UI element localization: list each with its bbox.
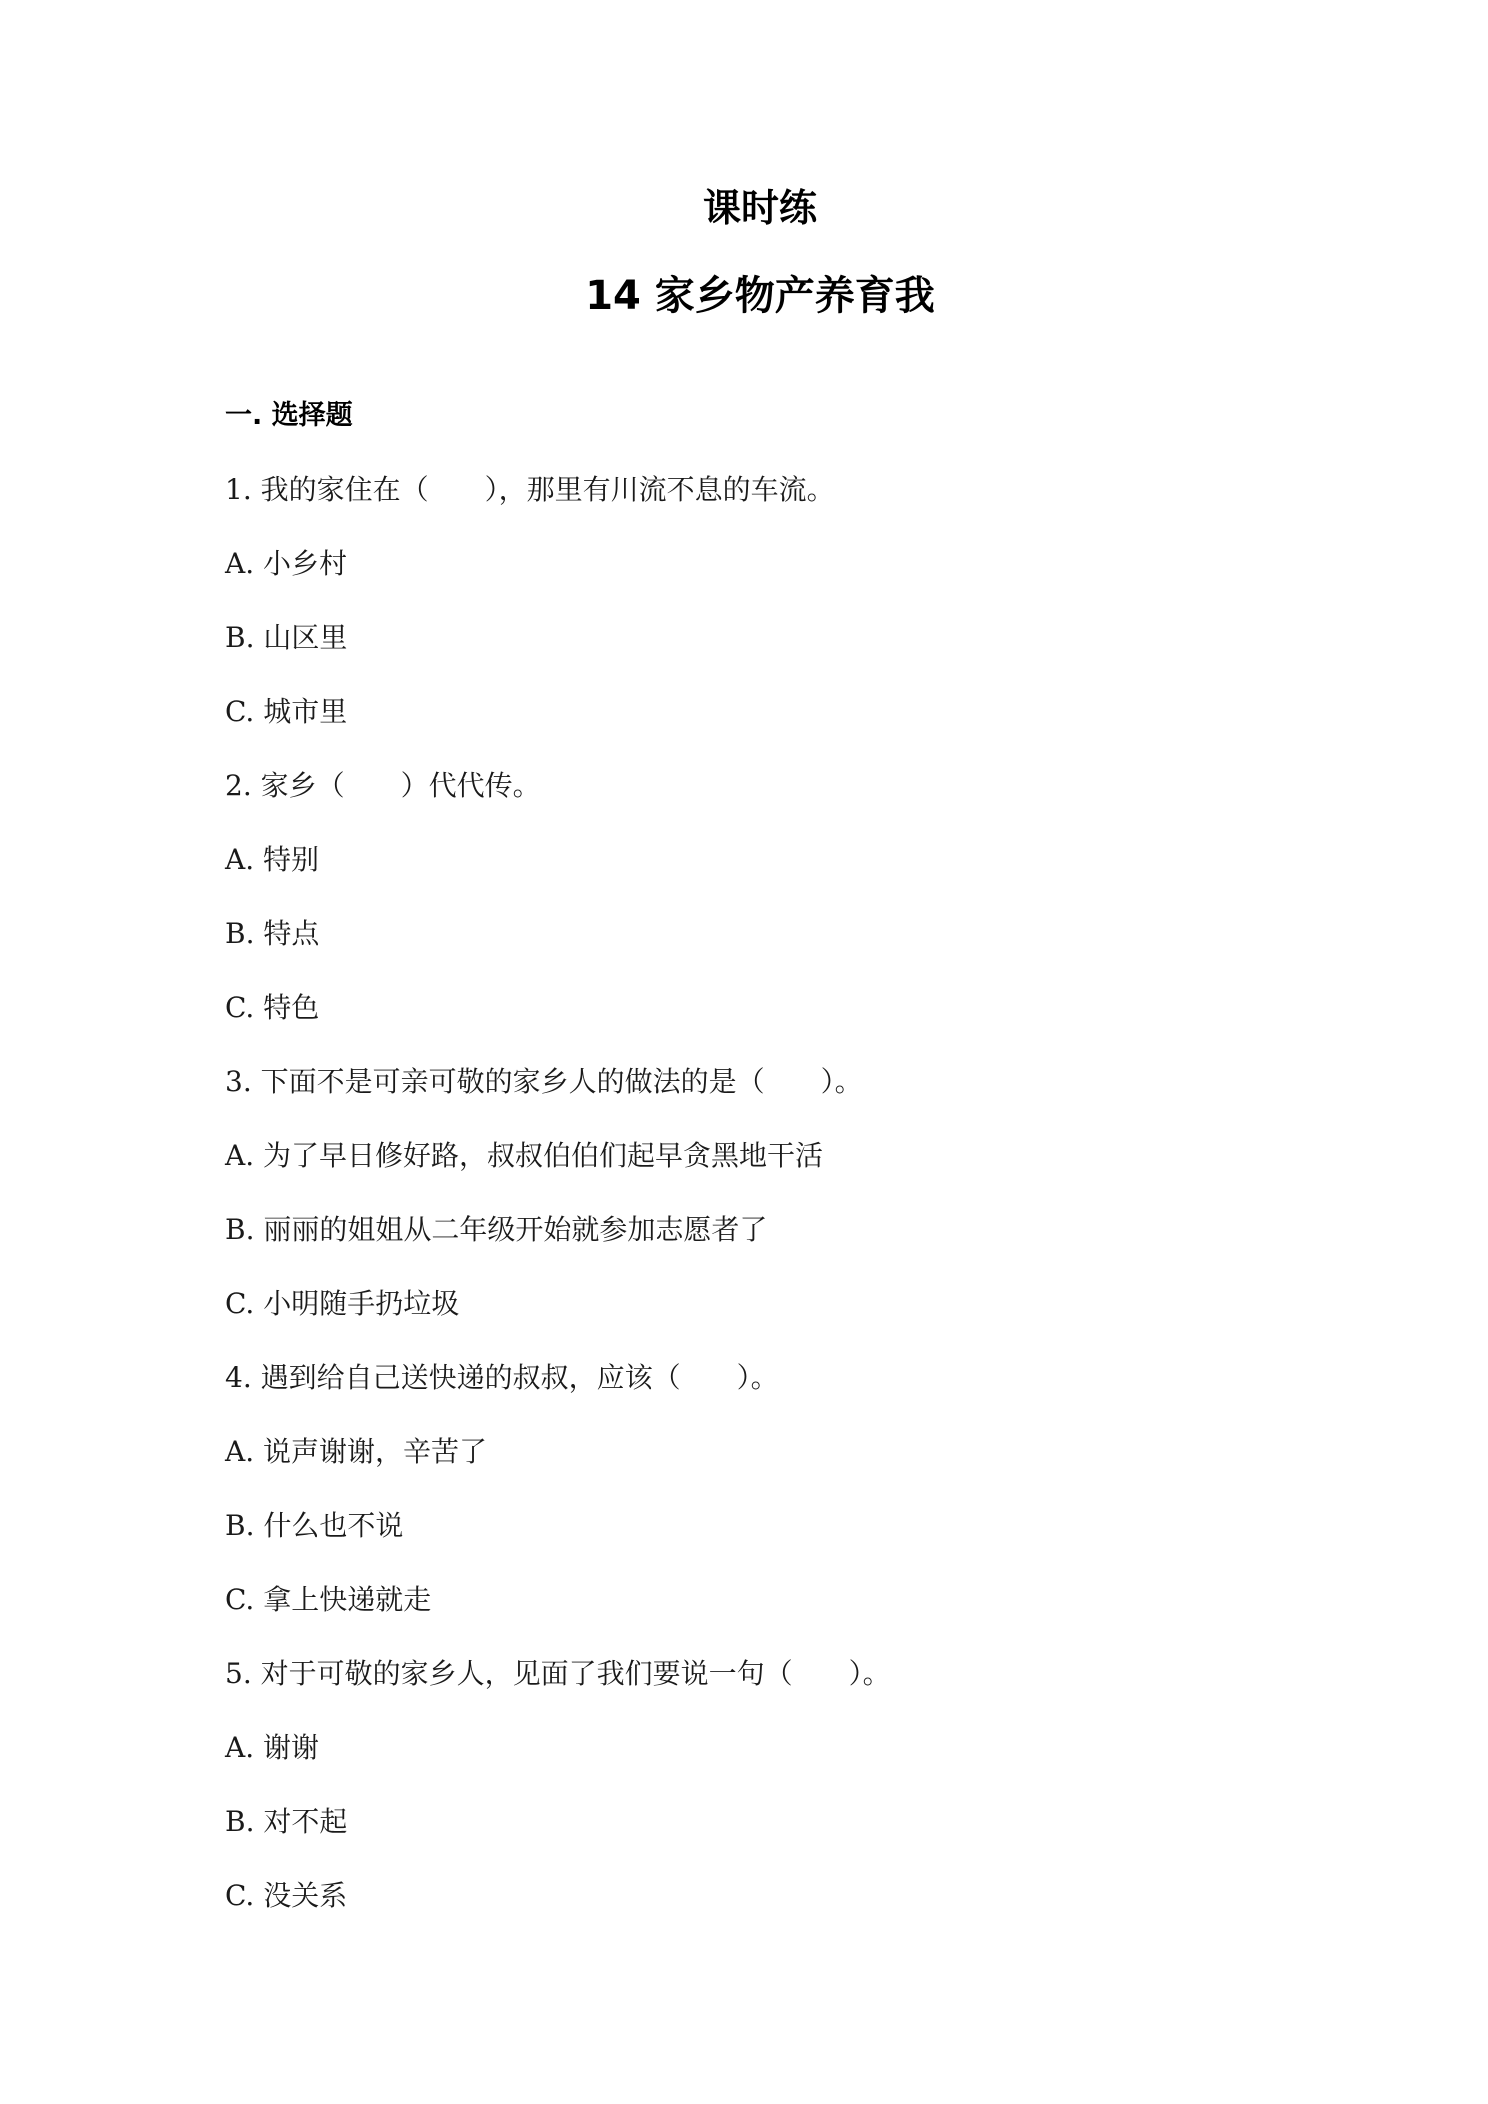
lesson-title: 14 家乡物产养育我	[585, 273, 935, 319]
question-4-option-c: C. 拿上快递就走	[225, 1583, 432, 1616]
question-5-option-a: A. 谢谢	[225, 1731, 320, 1764]
question-1-option-b: B. 山区里	[225, 621, 348, 654]
question-4-option-b: B. 什么也不说	[225, 1509, 404, 1542]
question-2-option-a: A. 特别	[225, 843, 320, 876]
question-3-option-a: A. 为了早日修好路，叔叔伯伯们起早贪黑地干活	[225, 1139, 824, 1172]
question-2-option-c: C. 特色	[225, 991, 320, 1024]
section-heading-multiple-choice: 一. 选择题	[225, 400, 353, 431]
question-5-stem: 5. 对于可敬的家乡人，见面了我们要说一句（ ）。	[225, 1657, 891, 1690]
question-2-stem: 2. 家乡（ ）代代传。	[225, 769, 541, 802]
question-5-option-c: C. 没关系	[225, 1879, 348, 1912]
question-1-option-a: A. 小乡村	[225, 547, 348, 580]
page-title: 课时练	[702, 186, 817, 230]
question-4-option-a: A. 说声谢谢，辛苦了	[225, 1435, 488, 1468]
question-3-option-b: B. 丽丽的姐姐从二年级开始就参加志愿者了	[225, 1213, 768, 1246]
question-4-stem: 4. 遇到给自己送快递的叔叔，应该（ ）。	[225, 1361, 779, 1394]
question-5-option-b: B. 对不起	[225, 1805, 348, 1838]
question-1-stem: 1. 我的家住在（ ），那里有川流不息的车流。	[225, 473, 835, 506]
question-3-option-c: C. 小明随手扔垃圾	[225, 1287, 460, 1320]
question-2-option-b: B. 特点	[225, 917, 320, 950]
question-1-option-c: C. 城市里	[225, 695, 348, 728]
question-3-stem: 3. 下面不是可亲可敬的家乡人的做法的是（ ）。	[225, 1065, 863, 1098]
